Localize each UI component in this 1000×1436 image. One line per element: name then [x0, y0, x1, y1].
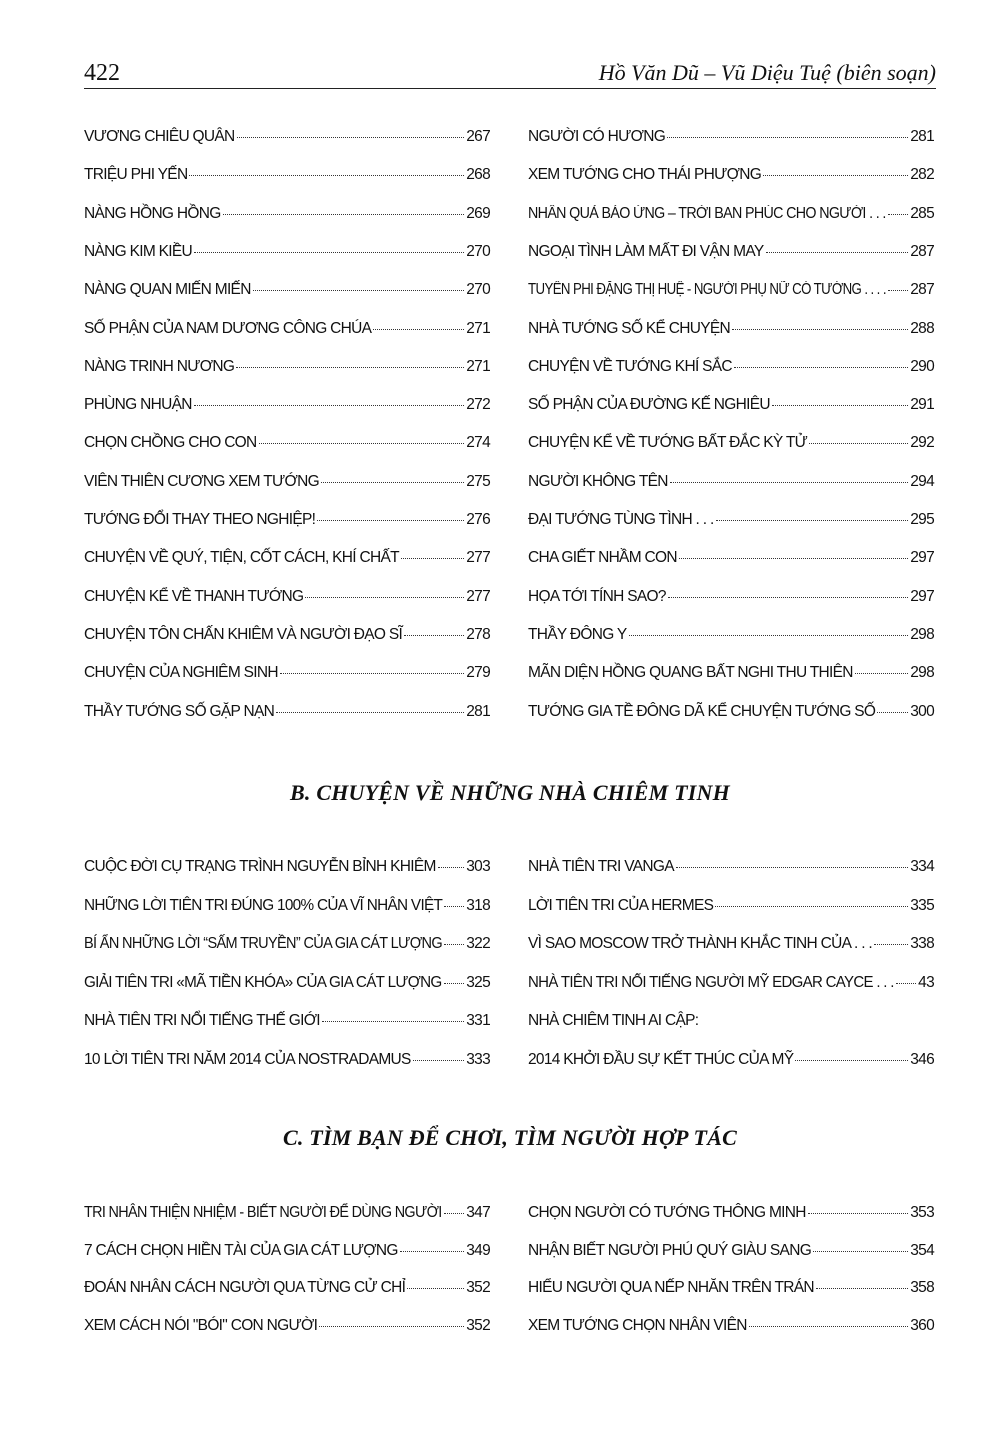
toc-entry-title: CHUYỆN TÔN CHẤN KHIÊM VÀ NGƯỜI ĐẠO SĨ [84, 625, 403, 643]
toc-entry [84, 205, 490, 223]
toc-entry-page: 277 [466, 587, 490, 605]
page-header [84, 54, 936, 89]
toc-entry-title: CHUYỆN KỂ VỀ TƯỚNG BẤT ĐẮC KỲ TỬ [528, 434, 808, 452]
toc-entry-title: TUYÊN PHI ĐẶNG THỊ HUỆ - NGƯỜI PHỤ NỮ CÓ TƯỚNG . . . . [528, 281, 886, 299]
toc-leader-dots [276, 712, 464, 713]
toc-entry-page: 282 [910, 166, 934, 184]
toc-entry-title: XEM TƯỚNG CHỌN NHÂN VIÊN [528, 1316, 747, 1334]
toc-leader-dots [413, 1060, 465, 1061]
toc-entry [84, 358, 490, 376]
toc-entry-title: MÃN DIỆN HỒNG QUANG BẤT NGHI THU THIÊN [528, 664, 853, 682]
toc-entry [528, 897, 934, 915]
toc-entry-page: 276 [466, 511, 490, 528]
toc-entry-page: 297 [910, 587, 934, 605]
toc-entry [528, 974, 934, 992]
toc-leader-dots [444, 983, 465, 984]
toc-entry-title: NHÂN QUẢ BÁO ỨNG – TRỜI BAN PHÚC CHO NGƯỜI . . . [528, 204, 886, 222]
toc-leader-dots [732, 329, 908, 330]
toc-entry-title: SỐ PHẬN CỦA ĐƯỜNG KẾ NGHIÊU [528, 396, 770, 414]
toc-entry-title: NÀNG TRINH NƯƠNG [84, 357, 235, 375]
toc-entry-page: 298 [910, 664, 934, 682]
toc-entry-title: NÀNG QUAN MIẾN MIẾN [84, 281, 251, 299]
toc-leader-dots [668, 597, 908, 598]
toc-entry [84, 664, 490, 682]
toc-entry-title: NHỮNG LỜI TIÊN TRI ĐÚNG 100% CỦA VĨ NHÂN VIỆT [84, 896, 443, 914]
toc-entry-page: 269 [466, 204, 490, 222]
toc-leader-dots [438, 867, 464, 868]
running-title: Hồ Văn Dũ – Vũ Diệu Tuệ (biên soạn) [598, 60, 936, 85]
toc-entry-page: 325 [466, 973, 490, 991]
toc-leader-dots [749, 1326, 909, 1327]
toc-entry [84, 434, 490, 452]
toc-entry-page: 287 [910, 281, 934, 299]
toc-entry-page: 318 [466, 896, 490, 914]
toc-entry [528, 434, 934, 452]
toc-entry [528, 588, 934, 606]
toc-entry-page: 288 [910, 319, 934, 337]
toc-entry-page: 279 [466, 664, 490, 682]
toc-entry [84, 935, 490, 953]
toc-entry-title: NHÀ TIÊN TRI VANGA [528, 858, 674, 875]
toc-entry-title: 10 LỜI TIÊN TRI NĂM 2014 CỦA NOSTRADAMUS [84, 1050, 411, 1068]
toc-leader-dots [670, 482, 908, 483]
toc-leader-dots [816, 1288, 908, 1289]
toc-entry [84, 396, 490, 414]
toc-entry-title: NHẬN BIẾT NGƯỜI PHÚ QUÝ GIÀU SANG [528, 1241, 812, 1259]
toc-entry [528, 626, 934, 644]
toc-entry [84, 511, 490, 529]
toc-leader-dots [813, 1251, 908, 1252]
toc-entry-title: TƯỚNG ĐỔI THAY THEO NGHIỆP! [84, 511, 316, 528]
toc-leader-dots [400, 1251, 465, 1252]
toc-entry [528, 549, 934, 567]
toc-entry-title: CHỌN NGƯỜI CÓ TƯỚNG THÔNG MINH [528, 1204, 806, 1221]
toc-entry [84, 588, 490, 606]
toc-leader-dots [407, 1288, 464, 1289]
toc-leader-dots [855, 673, 908, 674]
toc-entry-page: 360 [910, 1316, 934, 1334]
toc-entry-title: NHÀ CHIÊM TINH AI CẬP: [528, 1012, 699, 1029]
toc-entry [84, 473, 490, 491]
toc-entry-title: XEM TƯỚNG CHO THÁI PHƯỢNG [528, 166, 762, 184]
toc-entry-page: 275 [466, 472, 490, 490]
toc-entry [84, 1204, 490, 1222]
toc-leader-dots [237, 137, 465, 138]
toc-leader-dots [629, 635, 909, 636]
toc-entry-title: CHUYỆN VỀ QUÝ, TIỆN, CỐT CÁCH, KHÍ CHẤT [84, 549, 399, 567]
toc-entry-page: 268 [466, 166, 490, 184]
toc-entry-page: 287 [910, 242, 934, 260]
toc-entry [528, 1317, 934, 1335]
toc-entry-page: 354 [910, 1241, 934, 1259]
toc-entry-title: NGƯỜI KHÔNG TÊN [528, 472, 668, 490]
toc-leader-dots [194, 252, 464, 253]
toc-entry-title: ĐẠI TƯỚNG TÙNG TÌNH . . . [528, 511, 714, 528]
toc-entry [84, 281, 490, 299]
toc-entry-page: 274 [466, 434, 490, 452]
toc-entry-page: 353 [910, 1204, 934, 1221]
toc-entry-page: 271 [466, 319, 490, 337]
toc-entry [528, 935, 934, 953]
toc-entry-page: 331 [466, 1012, 490, 1029]
toc-entry-title: CHA GIẾT NHẦM CON [528, 549, 677, 567]
toc-entry-page: 277 [466, 549, 490, 567]
toc-entry [84, 626, 490, 644]
toc-entry [84, 1279, 490, 1297]
toc-entry [84, 1051, 490, 1069]
toc-leader-dots [444, 1213, 465, 1214]
toc-entry-title: CHUYỆN VỀ TƯỚNG KHÍ SẮC [528, 357, 732, 375]
toc-entry-page: 333 [466, 1050, 490, 1068]
toc-entry [528, 205, 934, 223]
toc-leader-dots [888, 290, 908, 291]
toc-leader-dots [404, 635, 464, 636]
toc-leader-dots [321, 482, 464, 483]
toc-entry-title: NHÀ TIÊN TRI NỔI TIẾNG THẾ GIỚI [84, 1012, 320, 1029]
toc-entry-title: VIÊN THIÊN CƯƠNG XEM TƯỚNG [84, 472, 319, 490]
toc-entry-page: 346 [910, 1050, 934, 1068]
toc-entry-page: 272 [466, 396, 490, 414]
toc-entry-title: CHUYỆN KỂ VỀ THANH TƯỚNG [84, 587, 304, 605]
toc-entry [528, 1204, 934, 1222]
toc-entry-page: 281 [466, 702, 490, 720]
toc-leader-dots [715, 906, 908, 907]
toc-entry [528, 1279, 934, 1297]
toc-entry-title: VƯƠNG CHIÊU QUÂN [84, 128, 235, 145]
toc-leader-dots [373, 329, 464, 330]
toc-entry-page: 281 [910, 128, 934, 145]
toc-leader-dots [305, 597, 464, 598]
toc-entry-page: 292 [910, 434, 934, 452]
toc-entry-page: 298 [910, 625, 934, 643]
toc-entry-title: 7 CÁCH CHỌN HIỀN TÀI CỦA GIA CÁT LƯỢNG [84, 1241, 398, 1259]
toc-entry-title: ĐOÁN NHÂN CÁCH NGƯỜI QUA TỪNG CỬ CHỈ [84, 1279, 406, 1296]
toc-leader-dots [189, 175, 464, 176]
toc-entry-page: 290 [910, 357, 934, 375]
toc-entry-page: 294 [910, 472, 934, 490]
toc-entry-title: HỌA TỚI TÍNH SAO? [528, 587, 666, 605]
toc-leader-dots [679, 558, 908, 559]
toc-entry-page: 270 [466, 242, 490, 260]
toc-entry-page: 271 [466, 357, 490, 375]
toc-leader-dots [322, 1021, 464, 1022]
toc-leader-dots [734, 367, 908, 368]
toc-entry-title: NGOẠI TÌNH LÀM MẤT ĐI VẬN MAY [528, 242, 764, 260]
toc-entry-page: 334 [910, 858, 934, 875]
toc-entry-title: THẦY ĐÔNG Y [528, 625, 627, 643]
page-number: 422 [84, 60, 120, 86]
toc-leader-dots [194, 405, 465, 406]
toc-entry-page: 352 [466, 1279, 490, 1296]
toc-entry-title: NGƯỜI CÓ HƯƠNG [528, 128, 666, 145]
toc-leader-dots [223, 214, 465, 215]
toc-entry [528, 858, 934, 876]
toc-entry-title: TRI NHÂN THIỆN NHIỆM - BIẾT NGƯỜI ĐỂ DÙNG NGƯỜI [84, 1204, 442, 1221]
toc-entry [84, 320, 490, 338]
toc-entry [84, 1242, 490, 1260]
toc-leader-dots [444, 906, 464, 907]
toc-leader-dots [401, 558, 464, 559]
toc-entry-page: 297 [910, 549, 934, 567]
toc-entry [528, 320, 934, 338]
toc-entry-title: CHUYỆN CỦA NGHIÊM SINH [84, 664, 278, 682]
toc-entry [528, 1242, 934, 1260]
toc-entry-page: 278 [466, 625, 490, 643]
toc-entry-title: GIẢI TIÊN TRI «MÃ TIỀN KHÓA» CỦA GIA CÁT LƯỢNG [84, 973, 442, 991]
toc-entry-title: CHỌN CHỒNG CHO CON [84, 434, 257, 452]
toc-entry-title: LỜI TIÊN TRI CỦA HERMES [528, 896, 714, 914]
toc-leader-dots [874, 944, 908, 945]
toc-entry-title: BÍ ẨN NHỮNG LỜI “SẤM TRUYỀN” CỦA GIA CÁT LƯỢNG [84, 935, 443, 952]
toc-leader-dots [795, 1060, 908, 1061]
toc-entry [528, 703, 934, 721]
toc-entry [84, 897, 490, 915]
toc-leader-dots [809, 443, 908, 444]
toc-entry [84, 974, 490, 992]
toc-entry-title: NHÀ TIÊN TRI NỔI TIẾNG NGƯỜI MỸ EDGAR CAYCE . . . [528, 973, 894, 991]
toc-entry [84, 166, 490, 184]
toc-entry-page: 349 [466, 1241, 490, 1259]
toc-leader-dots [888, 214, 909, 215]
toc-entry [528, 128, 934, 146]
toc-leader-dots [444, 944, 464, 945]
toc-leader-dots [317, 520, 464, 521]
toc-entry [84, 549, 490, 567]
toc-entry [528, 396, 934, 414]
toc-section-b [84, 858, 936, 1098]
toc-entry-page: 338 [910, 935, 934, 952]
toc-entry [528, 473, 934, 491]
toc-entry [84, 1317, 490, 1335]
toc-entry-page: 347 [466, 1204, 490, 1221]
toc-leader-dots [877, 712, 908, 713]
toc-entry [528, 281, 934, 299]
toc-leader-dots [896, 983, 916, 984]
toc-entry [528, 358, 934, 376]
toc-leader-dots [676, 867, 908, 868]
toc-leader-dots [808, 1213, 908, 1214]
toc-leader-dots [667, 137, 908, 138]
toc-entry-title: HIỂU NGƯỜI QUA NẾP NHĂN TRÊN TRÁN [528, 1279, 814, 1296]
toc-entry [528, 1012, 934, 1030]
toc-entry-page: 295 [910, 511, 934, 528]
toc-leader-dots [253, 290, 465, 291]
toc-leader-dots [280, 673, 464, 674]
section-c-heading: C. TÌM BẠN ĐỂ CHƠI, TÌM NGƯỜI HỢP TÁC [283, 1125, 737, 1150]
toc-entry-page: 285 [910, 204, 934, 222]
toc-entry-title: TRIỆU PHI YẾN [84, 166, 188, 184]
section-b-heading: B. CHUYỆN VỀ NHỮNG NHÀ CHIÊM TINH [290, 780, 730, 805]
toc-entry-title: NHÀ TƯỚNG SỐ KỂ CHUYỆN [528, 319, 731, 337]
toc-leader-dots [763, 175, 908, 176]
toc-leader-dots [236, 367, 464, 368]
toc-entry-page: 267 [466, 128, 490, 145]
toc-entry [84, 703, 490, 721]
toc-entry-title: PHÙNG NHUẬN [84, 396, 192, 414]
toc-entry-page: 322 [466, 935, 490, 952]
toc-entry [84, 128, 490, 146]
toc-entry-title: XEM CÁCH NÓI "BÓI" CON NGƯỜI [84, 1316, 318, 1334]
toc-entry-page: 352 [466, 1316, 490, 1334]
toc-entry [84, 858, 490, 876]
toc-leader-dots [772, 405, 908, 406]
toc-entry-title: TƯỚNG GIA TỀ ĐÔNG DÃ KỂ CHUYỆN TƯỚNG SỐ [528, 702, 876, 720]
toc-entry [528, 511, 934, 529]
toc-entry-title: VÌ SAO MOSCOW TRỞ THÀNH KHẮC TINH CỦA . . . [528, 935, 873, 952]
toc-entry [528, 243, 934, 261]
toc-section-c [84, 1204, 936, 1364]
toc-section-a [84, 128, 936, 728]
toc-entry-page: 43 [918, 973, 934, 991]
toc-entry-page: 358 [910, 1279, 934, 1296]
toc-entry-title: NÀNG HỒNG HỒNG [84, 204, 221, 222]
toc-entry-page: 335 [910, 896, 934, 914]
toc-leader-dots [319, 1326, 464, 1327]
toc-entry-title: SỐ PHẬN CỦA NAM DƯƠNG CÔNG CHÚA [84, 319, 372, 337]
toc-entry-page: 300 [910, 702, 934, 720]
toc-entry-page: 291 [910, 396, 934, 414]
toc-leader-dots [259, 443, 465, 444]
toc-entry-page: 270 [466, 281, 490, 299]
toc-entry-title: THẦY TƯỚNG SỐ GẶP NẠN [84, 702, 275, 720]
toc-leader-dots [716, 520, 909, 521]
toc-entry [84, 243, 490, 261]
toc-entry [528, 1051, 934, 1069]
toc-leader-dots [766, 252, 909, 253]
toc-entry-title: 2014 KHỞI ĐẦU SỰ KẾT THÚC CỦA MỸ [528, 1050, 794, 1068]
toc-entry [84, 1012, 490, 1030]
toc-entry [528, 166, 934, 184]
toc-entry-page: 303 [466, 858, 490, 875]
toc-entry-title: NÀNG KIM KIỀU [84, 242, 193, 260]
toc-entry-title: CUỘC ĐỜI CỤ TRẠNG TRÌNH NGUYỄN BỈNH KHIÊM [84, 858, 436, 875]
toc-entry [528, 664, 934, 682]
